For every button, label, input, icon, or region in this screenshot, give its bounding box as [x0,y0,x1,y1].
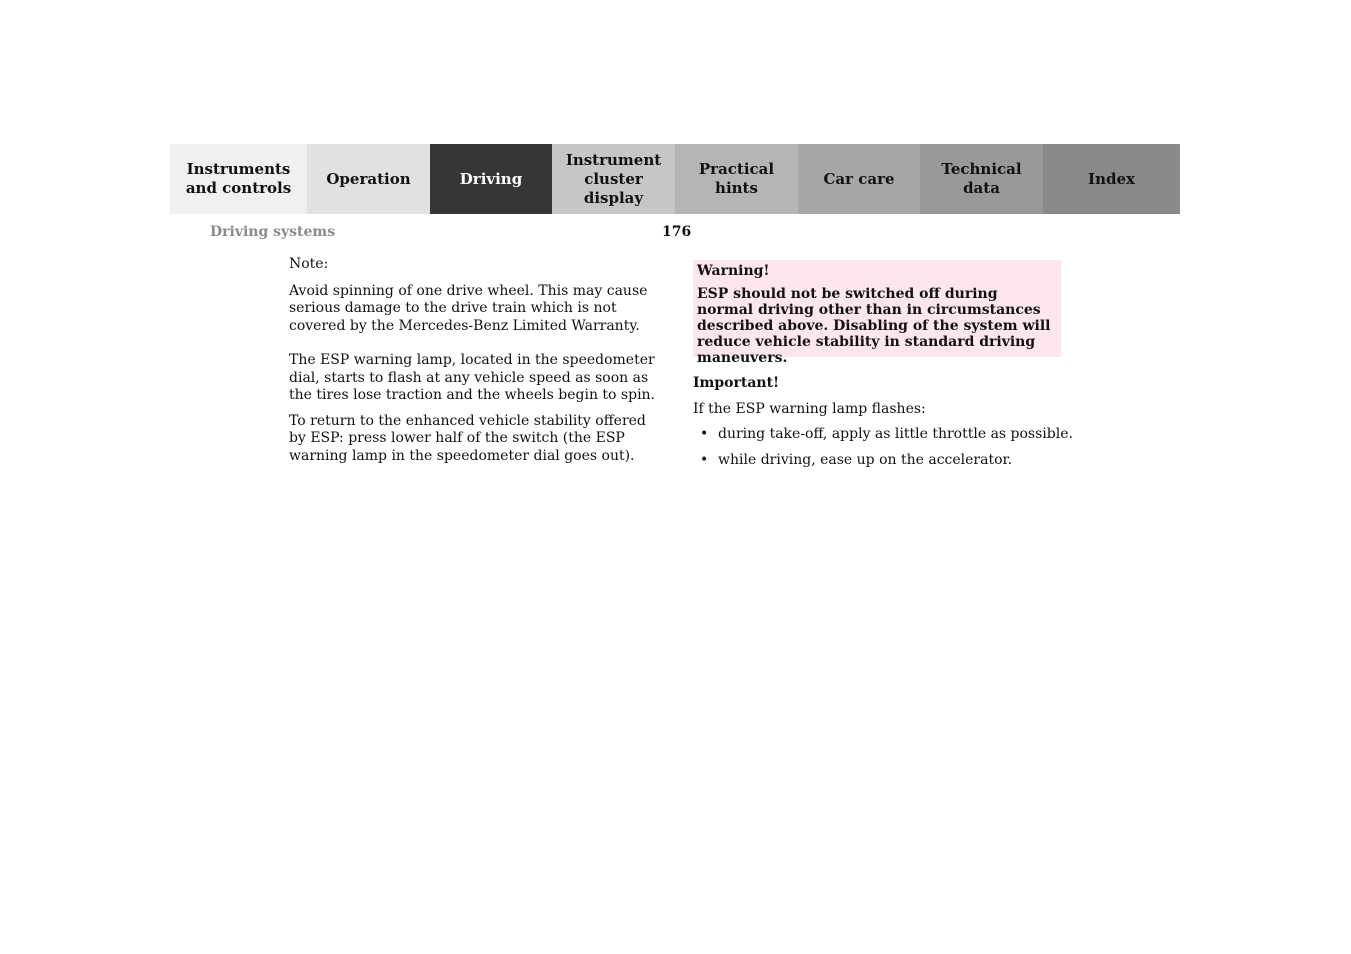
tab-driving[interactable]: Driving [430,144,552,214]
important-list [693,426,1073,469]
tab-operation[interactable]: Operation [307,144,430,214]
tab-instruments-and-controls[interactable]: Instruments and controls [170,144,307,214]
tab-instrument-cluster-display[interactable]: Instrument cluster display [552,144,675,214]
right-column [693,375,1073,477]
tab-index[interactable]: Index [1043,144,1180,214]
section-title: Driving systems [210,224,336,240]
esp-lamp-paragraph: The ESP warning lamp, located in the speedometer dial, starts to flash at any vehicle speed as soon as the tires lose traction and the wheels begin to spin. [289,352,656,403]
important-intro: If the ESP warning lamp flashes: [693,400,926,417]
return-stability-paragraph: To return to the enhanced vehicle stability offered by ESP: press lower half of the switch (the ESP warning lamp in the speedometer dial goes out). [289,412,646,464]
list-item-text: while driving, ease up on the accelerator. [718,451,1013,468]
list-item [693,426,1073,444]
tab-car-care[interactable]: Car care [798,144,920,214]
warning-title: Warning! [697,263,770,279]
warning-text: ESP should not be switched off during normal driving other than in circumstances described above. Disabling of the system will reduce vehicle stability in standard driving maneuvers. [697,286,1051,366]
chapter-tab-bar [170,144,1180,214]
left-column [289,256,659,465]
note-text: Avoid spinning of one drive wheel. This may cause serious damage to the drive train which is not covered by the Mercedes-Benz Limited Warranty. [289,282,648,334]
warning-box [693,260,1061,366]
tab-practical-hints[interactable]: Practical hints [675,144,798,214]
bullet-icon: • [700,451,709,468]
list-item-text: during take-off, apply as little throttle as possible. [718,426,1073,442]
page-number: 176 [662,224,692,240]
important-title: Important! [693,375,780,391]
list-item [693,452,1073,470]
bullet-icon: • [700,426,709,442]
tab-technical-data[interactable]: Technical data [920,144,1043,214]
note-label: Note: [289,256,329,272]
